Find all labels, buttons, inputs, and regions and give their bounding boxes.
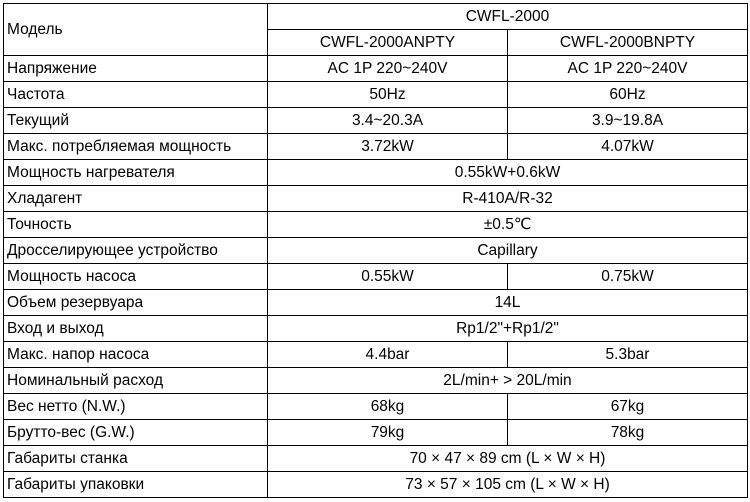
row-label: Вес нетто (N.W.) <box>4 394 268 420</box>
row-label: Точность <box>4 212 268 238</box>
table-row <box>4 342 748 368</box>
row-value-variant-b: 67kg <box>508 394 748 420</box>
table-row <box>4 212 748 238</box>
table-row <box>4 238 748 264</box>
table-row <box>4 316 748 342</box>
table-row <box>4 368 748 394</box>
table-row <box>4 420 748 446</box>
series-name: CWFL-2000 <box>268 4 748 30</box>
row-value-variant-b: 5.3bar <box>508 342 748 368</box>
row-value-variant-b: AC 1P 220~240V <box>508 56 748 82</box>
table-row <box>4 82 748 108</box>
row-value-variant-a: 50Hz <box>268 82 508 108</box>
row-value-shared: 14L <box>268 290 748 316</box>
row-value-shared: Capillary <box>268 238 748 264</box>
row-label: Вход и выход <box>4 316 268 342</box>
table-row <box>4 472 748 498</box>
row-label: Мощность насоса <box>4 264 268 290</box>
spec-table <box>3 3 748 498</box>
table-row <box>4 290 748 316</box>
row-value-variant-b: 78kg <box>508 420 748 446</box>
table-row <box>4 56 748 82</box>
row-label: Номинальный расход <box>4 368 268 394</box>
table-row <box>4 446 748 472</box>
table-row <box>4 394 748 420</box>
row-value-variant-a: AC 1P 220~240V <box>268 56 508 82</box>
row-label: Брутто-вес (G.W.) <box>4 420 268 446</box>
header-row-series <box>4 4 748 30</box>
row-value-variant-a: 4.4bar <box>268 342 508 368</box>
row-label: Макс. потребляемая мощность <box>4 134 268 160</box>
row-label: Объем резервуара <box>4 290 268 316</box>
row-label: Габариты станка <box>4 446 268 472</box>
row-value-variant-b: 0.75kW <box>508 264 748 290</box>
row-value-variant-b: 60Hz <box>508 82 748 108</box>
row-value-shared: ±0.5℃ <box>268 212 748 238</box>
row-value-shared: R-410A/R-32 <box>268 186 748 212</box>
row-value-shared: Rp1/2"+Rp1/2" <box>268 316 748 342</box>
row-label: Напряжение <box>4 56 268 82</box>
row-value-shared: 2L/min+ > 20L/min <box>268 368 748 394</box>
row-value-variant-b: 4.07kW <box>508 134 748 160</box>
row-label: Габариты упаковки <box>4 472 268 498</box>
row-label: Макс. напор насоса <box>4 342 268 368</box>
table-row <box>4 160 748 186</box>
row-value-variant-a: 79kg <box>268 420 508 446</box>
row-value-shared: 73 × 57 × 105 cm (L × W × H) <box>268 472 748 498</box>
row-value-variant-a: 68kg <box>268 394 508 420</box>
variant-b-name: CWFL-2000BNPTY <box>508 30 748 56</box>
row-label: Мощность нагревателя <box>4 160 268 186</box>
row-label: Дросселирующее устройство <box>4 238 268 264</box>
table-row <box>4 134 748 160</box>
row-value-variant-a: 0.55kW <box>268 264 508 290</box>
row-value-shared: 0.55kW+0.6kW <box>268 160 748 186</box>
table-row <box>4 264 748 290</box>
table-row <box>4 186 748 212</box>
spec-body <box>4 56 748 498</box>
model-label: Модель <box>4 4 268 56</box>
row-label: Частота <box>4 82 268 108</box>
row-label: Хладагент <box>4 186 268 212</box>
row-value-variant-a: 3.4~20.3A <box>268 108 508 134</box>
row-label: Текущий <box>4 108 268 134</box>
row-value-shared: 70 × 47 × 89 cm (L × W × H) <box>268 446 748 472</box>
row-value-variant-b: 3.9~19.8A <box>508 108 748 134</box>
row-value-variant-a: 3.72kW <box>268 134 508 160</box>
variant-a-name: CWFL-2000ANPTY <box>268 30 508 56</box>
table-row <box>4 108 748 134</box>
